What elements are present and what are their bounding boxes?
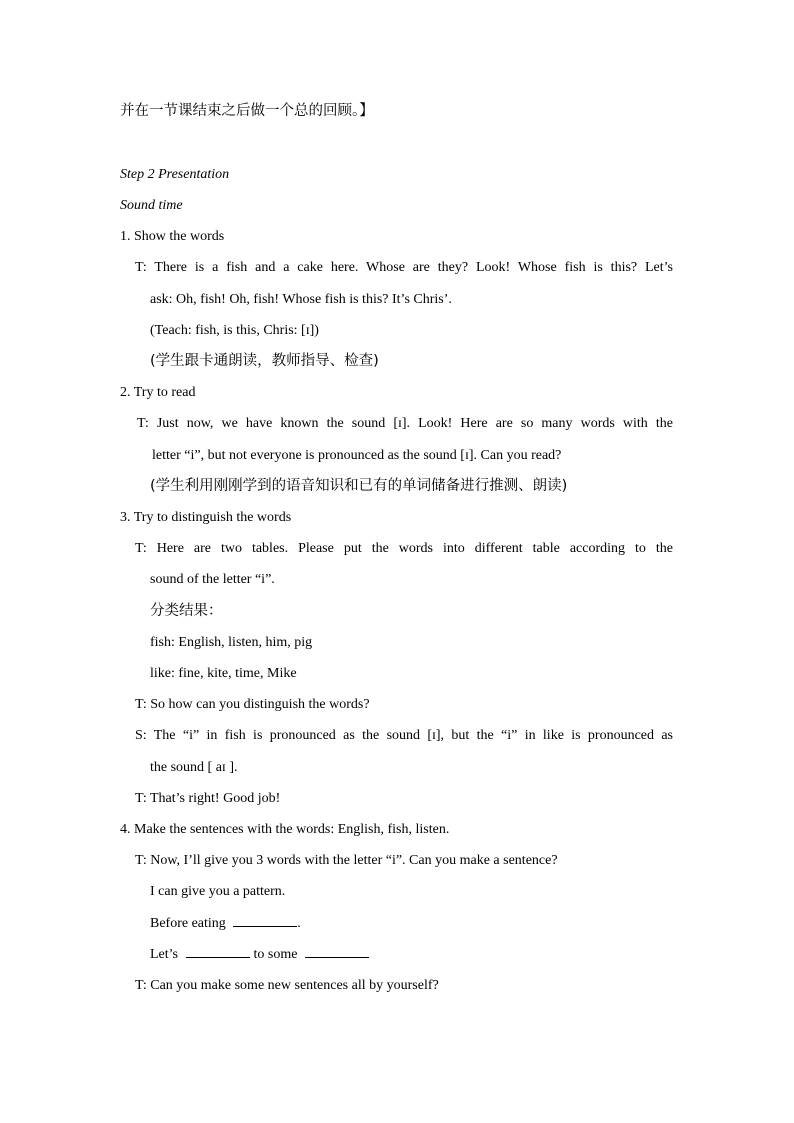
pattern-2-text-b: to some [253, 947, 298, 962]
section-1-teach-note: (Teach: fish, is this, Chris: [ɪ]) [150, 323, 319, 338]
section-1-teacher-line-1: T: There is a fish and a cake here. Whose are they? Look! Whose fish is this? Let’s [135, 260, 673, 275]
section-4-pattern-1 [150, 915, 301, 933]
step-heading: Step 2 Presentation [120, 167, 230, 182]
pattern-1-blank [233, 925, 297, 927]
section-4-pattern-intro: I can give you a pattern. [150, 884, 286, 899]
pattern-2-blank-1 [186, 956, 250, 958]
section-3-like-row: like: fine, kite, time, Mike [150, 666, 297, 681]
intro-text: 并在一节课结束之后做一个总的回顾。】 [120, 103, 374, 119]
section-3-student-line-2: the sound [ aɪ ]. [150, 760, 238, 775]
pattern-1-text: Before eating [150, 916, 226, 931]
section-4-pattern-2 [150, 946, 369, 964]
section-3-title: 3. Try to distinguish the words [120, 510, 292, 525]
section-1-teacher-line-2: ask: Oh, fish! Oh, fish! Whose fish is this? It’s Chris’. [150, 292, 452, 307]
section-3-teacher-line-1: T: Here are two tables. Please put the words into different table according to the [135, 541, 673, 556]
section-4-teacher-line-1: T: Now, I’ll give you 3 words with the letter “i”. Can you make a sentence? [135, 853, 558, 868]
pattern-2-text-a: Let’s [150, 947, 178, 962]
section-4-teacher-last: T: Can you make some new sentences all by yourself? [135, 978, 439, 993]
section-2-title: 2. Try to read [120, 385, 196, 400]
section-4-title: 4. Make the sentences with the words: English, fish, listen. [120, 822, 450, 837]
pattern-1-end: . [297, 916, 301, 931]
section-3-teacher-question: T: So how can you distinguish the words? [135, 697, 370, 712]
section-3-fish-row: fish: English, listen, him, pig [150, 635, 313, 650]
section-1-title: 1. Show the words [120, 229, 225, 244]
sound-time-heading: Sound time [120, 198, 183, 213]
pattern-2-blank-2 [305, 956, 369, 958]
section-1-student-note: (学生跟卡通朗读，教师指导、检查) [150, 353, 379, 369]
section-3-student-line-1: S: The “i” in fish is pronounced as the sound [ɪ], but the “i” in like is pronounced as [135, 728, 673, 743]
section-3-teacher-line-2: sound of the letter “i”. [150, 572, 275, 587]
section-3-result-label: 分类结果： [150, 603, 223, 619]
section-3-teacher-praise: T: That’s right! Good job! [135, 791, 281, 806]
section-2-teacher-line-2: letter “i”, but not everyone is pronounced as the sound [ɪ]. Can you read? [152, 448, 562, 463]
section-2-student-note: (学生利用刚刚学到的语音知识和已有的单词储备进行推测、朗读) [150, 478, 568, 494]
section-2-teacher-line-1: T: Just now, we have known the sound [ɪ]. Look! Here are so many words with the [137, 416, 673, 431]
